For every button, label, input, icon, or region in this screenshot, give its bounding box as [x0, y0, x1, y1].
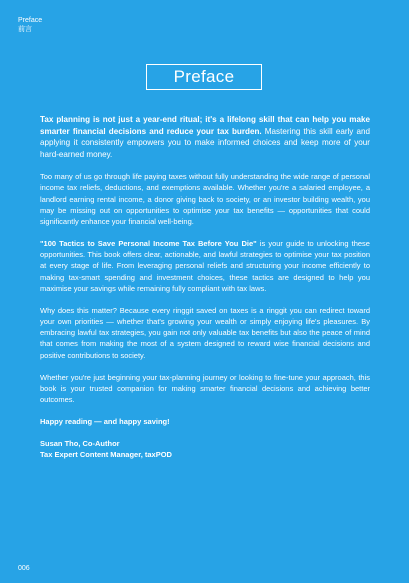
preface-body	[40, 114, 370, 460]
paragraph-3	[40, 238, 370, 294]
paragraph-4: Why does this matter? Because every ringgit saved on taxes is a ringgit you can redirect toward your own priorities — whether that's growing your wealth or simply enjoying life's pleasures. By embracing lawful tax strategies, you gain not only valuable tax benefits but also the peace of mind that comes from making the most of a system designed to reward wise financial decisions and positive contributions to society.	[40, 305, 370, 360]
book-title: "100 Tactics to Save Personal Income Tax Before You Die"	[40, 238, 257, 248]
signature-block	[40, 438, 370, 460]
page-title: Preface	[146, 64, 262, 90]
paragraph-5: Whether you're just beginning your tax-planning journey or looking to fine-tune your approach, this book is your trusted companion for making smarter financial decisions and achieving better outcomes.	[40, 372, 370, 405]
header-title-en: Preface	[18, 17, 43, 24]
closing-line: Happy reading — and happy saving!	[40, 417, 170, 427]
paragraph-2: Too many of us go through life paying taxes without fully understanding the wide range of personal income tax reliefs, deductions, and exemptions available. Whether you're a salaried employee, a landlord earning rental income, a donor giving back to society, or an investor building wealth, you may be missing out on opportunities to optimise your tax benefits — opportunities that could significantly enhance your financial well-being.	[40, 172, 370, 226]
signature-name: Susan Tho, Co-Author	[40, 439, 120, 449]
intro-text: Mastering this skill early and applying it consistently empowers you to make informed choices and keep more of your hard-earned money.	[40, 126, 370, 159]
signature-role: Tax Expert Content Manager, taxPOD	[40, 450, 172, 460]
header-title-zh: 前言	[18, 26, 32, 33]
paragraph-3-text: is your guide to unlocking these opportunities. This book offers clear, actionable, and lawful strategies to optimise your tax position at every stage of life. From leveraging personal reliefs and structuring your income efficiently to making tax-smart spending and investment choices, these tactics are designed to help you maximise your savings while remaining fully compliant with tax laws.	[40, 238, 370, 293]
intro-bold-text: Tax planning is not just a year-end ritual; it's a lifelong skill that can help you make smarter financial decisions and reduce your tax burden.	[40, 115, 370, 136]
running-header	[18, 16, 42, 34]
page-number: 006	[18, 565, 30, 572]
intro-paragraph	[40, 114, 370, 160]
